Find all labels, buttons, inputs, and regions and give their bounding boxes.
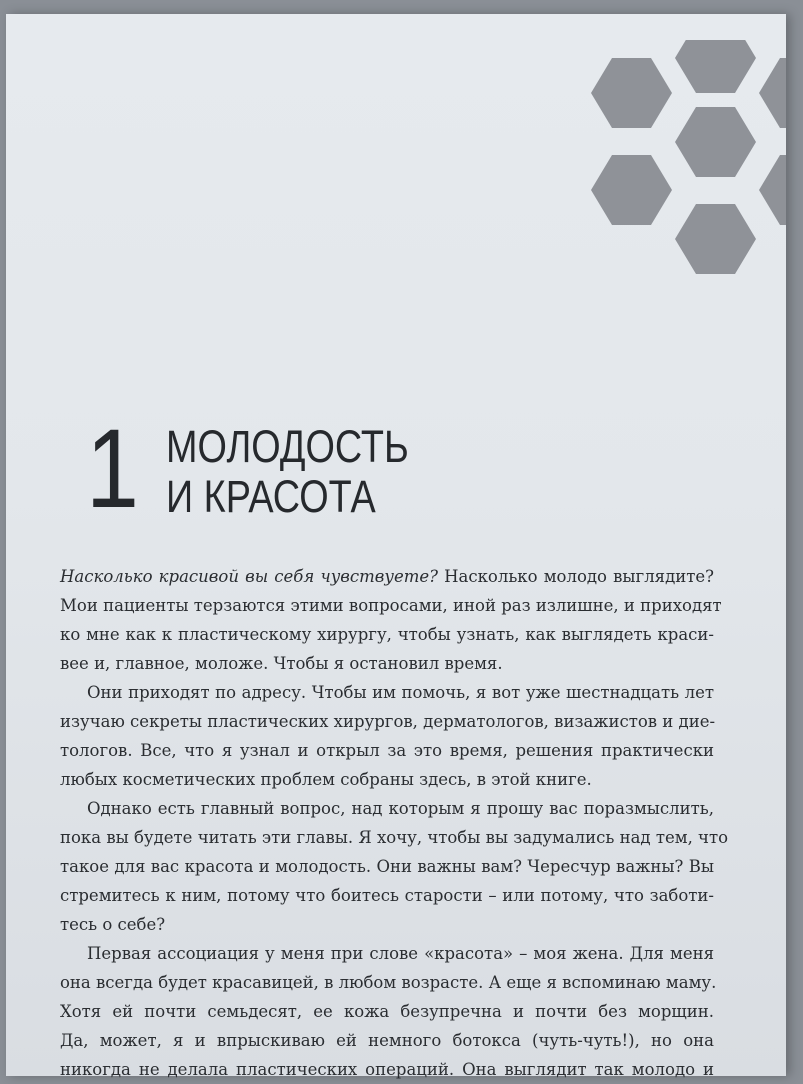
text-line: любых косметических проблем собраны здесь, в этой книге.	[60, 770, 592, 789]
text-line: тологов. Все, что я узнал и открыл за это время, решения практически	[60, 741, 714, 760]
text-line: Они приходят по адресу. Чтобы им помочь, я вот уже шестнадцать лет	[87, 683, 714, 702]
text-line: такое для вас красота и молодость. Они важны вам? Чересчур важны? Вы	[60, 857, 714, 876]
hexagon-shape	[759, 58, 786, 128]
hexagon-shape	[591, 155, 672, 225]
hexagon-shape	[591, 58, 672, 128]
paragraph	[60, 562, 722, 678]
text-line: Хотя ей почти семьдесят, ее кожа безупречна и почти без морщин.	[60, 1002, 714, 1021]
text-span: Насколько молодо выглядите?	[437, 567, 714, 586]
hexagon-pattern-decoration	[579, 40, 786, 280]
chapter-title-line: МОЛОДОСТЬ	[166, 421, 409, 472]
text-line: Первая ассоциация у меня при слове «красота» – моя жена. Для меня	[87, 944, 714, 963]
text-line	[60, 562, 714, 591]
text-line: вее и, главное, моложе. Чтобы я остановил время.	[60, 654, 503, 673]
text-line: Мои пациенты терзаются этими вопросами, иной раз излишне, и приходят	[60, 596, 722, 615]
text-line: стремитесь к ним, потому что боитесь старости – или потому, что заботи-	[60, 886, 714, 905]
text-line: тесь о себе?	[60, 915, 166, 934]
lead-question: Насколько красивой вы себя чувствуете?	[60, 567, 438, 586]
book-page	[6, 14, 786, 1079]
text-line: пока вы будете читать эти главы. Я хочу, чтобы вы задумались над тем, что	[60, 828, 729, 847]
text-line: она всегда будет красавицей, в любом возрасте. А еще я вспоминаю маму.	[60, 973, 717, 992]
hexagon-shape	[675, 107, 756, 177]
chapter-number: 1	[86, 406, 136, 531]
hexagon-shape	[675, 40, 756, 93]
chapter-title-line: И КРАСОТА	[166, 471, 376, 522]
hexagon-shape	[759, 155, 786, 225]
text-line: Да, может, я и впрыскиваю ей немного ботокса (чуть-чуть!), но она	[60, 1031, 714, 1050]
chapter-title	[166, 422, 409, 522]
body-text	[60, 562, 729, 1084]
paragraph	[60, 678, 714, 794]
text-line: изучаю секреты пластических хирургов, дерматологов, визажистов и дие-	[60, 712, 716, 731]
text-line: Однако есть главный вопрос, над которым я прошу вас поразмыслить,	[87, 799, 714, 818]
text-line: никогда не делала пластических операций. Она выглядит так молодо и	[60, 1060, 714, 1079]
text-line: ко мне как к пластическому хирургу, чтобы узнать, как выглядеть краси-	[60, 625, 714, 644]
hexagon-shape	[675, 204, 756, 274]
paragraph	[60, 939, 717, 1084]
paragraph	[60, 794, 729, 939]
